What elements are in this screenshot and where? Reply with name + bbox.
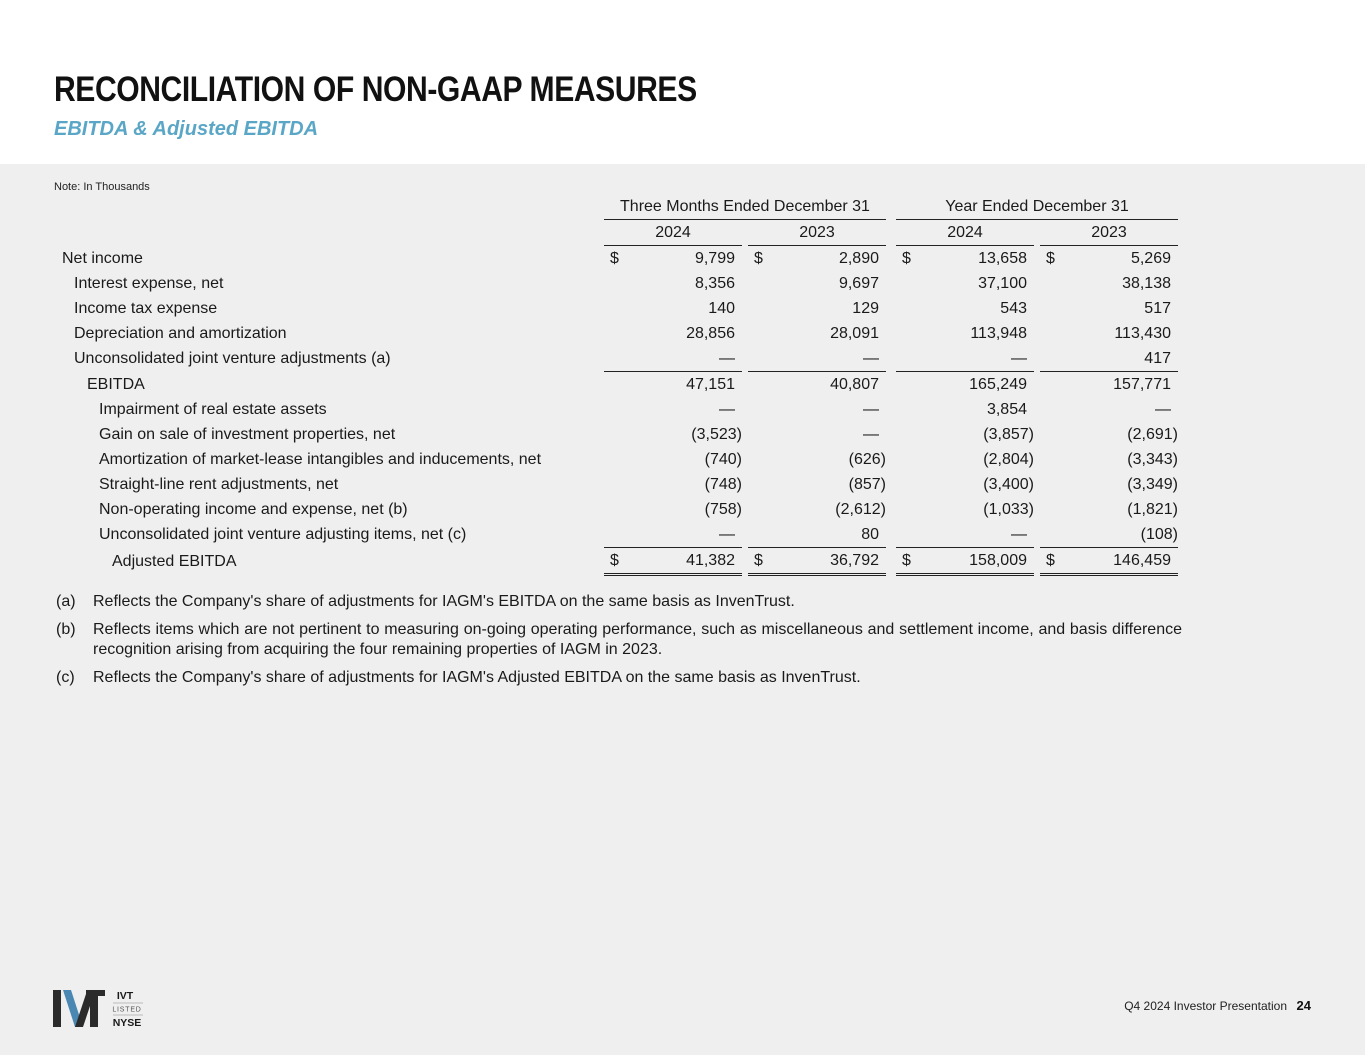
value-cell [748,296,886,321]
value-cell [604,548,742,575]
cell-value: — [1155,401,1171,418]
cell-value: 5,269 [1130,250,1171,267]
header-band [0,0,1365,164]
cell-value: 113,948 [970,325,1027,342]
table-row [56,497,1178,522]
value-cell [1040,447,1178,472]
cell-value: 2,890 [838,250,879,267]
cell-value: — [863,401,879,418]
cell-value: (3,400) [983,476,1034,493]
cell-value: 41,382 [686,552,735,569]
cell-value: — [863,350,879,367]
cell-value: 158,009 [969,552,1027,569]
value-cell [896,271,1034,296]
table-row [56,397,1178,422]
value-cell [604,422,742,447]
value-cell [748,422,886,447]
cell-value: 417 [1144,350,1171,367]
value-cell [748,246,886,272]
table-row [56,321,1178,346]
cell-value: 28,856 [686,325,735,342]
presentation-label: Q4 2024 Investor Presentation [1124,999,1287,1013]
currency-symbol: $ [754,552,763,569]
table-row [56,472,1178,497]
currency-symbol: $ [902,552,911,569]
table-body [56,246,1178,575]
ivt-nyse-logo [53,988,153,1030]
cell-value: (758) [704,501,742,518]
row-label: Depreciation and amortization [74,325,287,342]
currency-symbol: $ [754,250,763,267]
row-label: Unconsolidated joint venture adjustments (a) [74,350,391,368]
currency-symbol: $ [1046,250,1055,267]
footnote [56,592,1182,612]
value-cell [748,522,886,548]
value-cell [896,497,1034,522]
group-header-row [56,194,1178,220]
value-cell [748,346,886,372]
footnote-tag: (b) [56,621,76,638]
value-cell [1040,246,1178,272]
value-cell [604,372,742,398]
cell-value: (108) [1140,526,1178,543]
cell-value: 40,807 [830,376,879,393]
units-note: Note: In Thousands [54,181,150,193]
row-label: Non-operating income and expense, net (b) [99,501,408,518]
year-header: 2024 [896,220,1034,246]
value-cell [604,246,742,272]
cell-value: 517 [1144,300,1171,317]
cell-value: 9,697 [838,275,879,292]
value-cell [604,522,742,548]
footnote [56,668,1182,688]
cell-value: (3,349) [1127,476,1178,493]
table-row [56,346,1178,372]
value-cell [1040,397,1178,422]
logo-ticker: IVT [116,990,134,1002]
page-title: RECONCILIATION OF NON-GAAP MEASURES [54,70,697,109]
table-row [56,548,1178,575]
currency-symbol: $ [902,250,911,267]
footnote-tag: (c) [56,669,75,686]
cell-value: 38,138 [1122,275,1171,292]
table-row [56,372,1178,398]
row-label: Gain on sale of investment properties, net [99,426,396,443]
value-cell [748,372,886,398]
value-cell [1040,472,1178,497]
value-cell [896,246,1034,272]
cell-value: (1,821) [1127,501,1178,518]
value-cell [748,548,886,575]
logo-exchange: NYSE [112,1017,142,1029]
value-cell [1040,346,1178,372]
value-cell [604,472,742,497]
reconciliation-table [56,194,1178,576]
cell-value: (626) [848,451,886,468]
cell-value: (3,343) [1127,451,1178,468]
table-row [56,422,1178,447]
value-cell [1040,296,1178,321]
logo-listed: LISTED [112,1006,142,1014]
value-cell [896,472,1034,497]
value-cell [748,321,886,346]
cell-value: 140 [708,300,735,317]
cell-value: (2,691) [1127,426,1178,443]
cell-value: (857) [848,476,886,493]
footnote-text: Reflects the Company's share of adjustments for IAGM's Adjusted EBITDA on the same basis as InvenTrust. [93,669,861,686]
cell-value: — [1011,350,1027,367]
row-label: Interest expense, net [74,275,224,292]
cell-value: 129 [852,300,879,317]
value-cell [1040,271,1178,296]
row-label: Net income [62,249,143,267]
value-cell [1040,548,1178,575]
value-cell [604,346,742,372]
year-header: 2023 [748,220,886,246]
cell-value: (748) [704,476,742,493]
page-number: 24 [1296,998,1311,1013]
value-cell [748,472,886,497]
row-label: Adjusted EBITDA [112,552,237,570]
year-header: 2024 [604,220,742,246]
cell-value: — [719,350,735,367]
page-subtitle: EBITDA & Adjusted EBITDA [54,118,319,140]
row-label: EBITDA [87,375,145,393]
cell-value: 9,799 [694,250,735,267]
value-cell [1040,321,1178,346]
cell-value: — [1011,526,1027,543]
cell-value: 165,249 [969,376,1027,393]
footnote [56,620,1182,660]
value-cell [896,422,1034,447]
row-label: Income tax expense [74,300,218,317]
group-header-year: Year Ended December 31 [896,194,1178,220]
table-row [56,296,1178,321]
cell-value: 37,100 [978,275,1027,292]
footnote-text: Reflects items which are not pertinent to measuring on-going operating performance, such as miscellaneous and settlement income, and basis difference recognition arising from acquiring the four remaining properties of IAGM in 2023. [93,621,1182,658]
value-cell [896,548,1034,575]
value-cell [896,522,1034,548]
cell-value: 113,430 [1114,325,1171,342]
value-cell [748,447,886,472]
row-label: Straight-line rent adjustments, net [99,476,339,493]
cell-value: — [719,401,735,418]
value-cell [748,497,886,522]
cell-value: (3,523) [691,426,742,443]
cell-value: (1,033) [983,501,1034,518]
cell-value: (740) [704,451,742,468]
year-header-row [56,220,1178,246]
cell-value: 36,792 [830,552,879,569]
value-cell [748,397,886,422]
value-cell [604,296,742,321]
table-row [56,522,1178,548]
cell-value: 3,854 [986,401,1027,418]
row-label: Impairment of real estate assets [99,401,327,418]
cell-value: 13,658 [978,250,1027,267]
currency-symbol: $ [610,552,619,569]
cell-value: 146,459 [1113,552,1171,569]
cell-value: — [863,426,879,443]
cell-value: 47,151 [686,376,735,393]
cell-value: 543 [1000,300,1027,317]
row-label: Amortization of market-lease intangibles and inducements, net [99,451,542,468]
cell-value: 28,091 [830,325,879,342]
row-label: Unconsolidated joint venture adjusting items, net (c) [99,526,467,544]
value-cell [1040,422,1178,447]
cell-value: (2,612) [835,501,886,518]
table-row [56,246,1178,272]
cell-value: (3,857) [983,426,1034,443]
value-cell [1040,522,1178,548]
table-row [56,271,1178,296]
value-cell [896,447,1034,472]
value-cell [1040,372,1178,398]
cell-value: 8,356 [694,275,735,292]
value-cell [896,397,1034,422]
value-cell [604,497,742,522]
cell-value: 157,771 [1113,376,1171,393]
currency-symbol: $ [1046,552,1055,569]
currency-symbol: $ [610,250,619,267]
year-header: 2023 [1040,220,1178,246]
table-row [56,447,1178,472]
footnote-tag: (a) [56,593,76,610]
value-cell [896,296,1034,321]
group-header-three-months: Three Months Ended December 31 [604,194,886,220]
value-cell [604,397,742,422]
value-cell [748,271,886,296]
value-cell [896,346,1034,372]
logo-mark-bar [53,990,61,1027]
value-cell [604,271,742,296]
footnotes [56,592,1182,696]
value-cell [1040,497,1178,522]
footnote-text: Reflects the Company's share of adjustments for IAGM's EBITDA on the same basis as InvenTrust. [93,593,795,610]
value-cell [896,321,1034,346]
cell-value: — [719,526,735,543]
cell-value: (2,804) [983,451,1034,468]
value-cell [604,447,742,472]
cell-value: 80 [861,526,879,543]
value-cell [896,372,1034,398]
value-cell [604,321,742,346]
